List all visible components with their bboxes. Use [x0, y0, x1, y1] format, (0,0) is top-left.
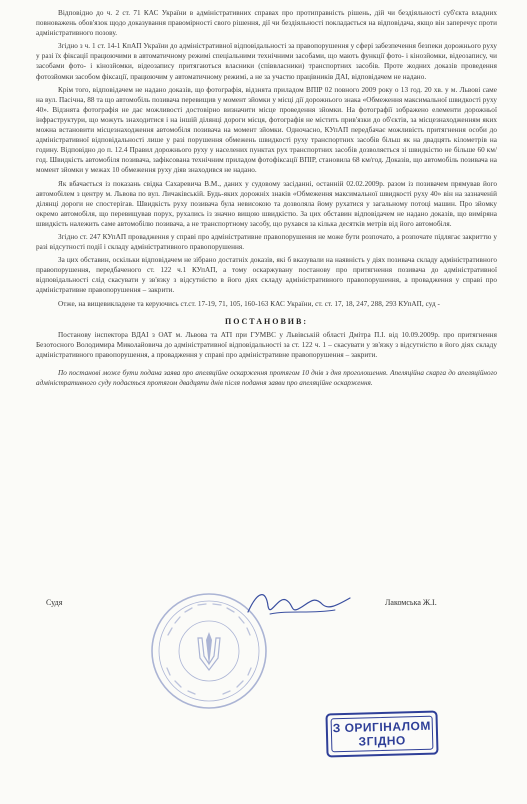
resolution-text: Постанову інспектора ВДАІ з ОАТ м. Львова та АТІ при ГУМВС у Львівській області Дмітра П.І. від 10.09.2009р. про притягнення Безотосного Володимира Миколайовича до адміністративної відповідальності за ст. 122 ч. 1 – скасувати у зв'язку з відсутністю в його діях складу адміністративного правопорушення, а провадження у справі про адміністративне правопорушення – закрити.	[36, 330, 497, 359]
certified-copy-stamp	[325, 711, 438, 758]
paragraph-photo-evidence: Крім того, відповідачем не надано доказів, що фотографія, відзнята приладом ВПІР 02 повного 2009 року о 13 год. 20 хв. у м. Львові саме на вул. Пасічна, 88 та що автомобіль позивача перевищив у момент зйомки у місці дії дорожнього знака «Обмеження максимальної швидкості руху 40». Відзнята фотографія не дає можливості достовірно визначити місце проведення зйомки. На фотографії зображено елементи дорожньої інфраструктури, що можуть знаходитися і на іншій ділянці дороги місця, фотографія не містить прив'язки до об'єктів, за місцезнаходженням яких можна встановити місцезнаходження автомобіля позивача на момент зйомки. Одночасно, КУпАП передбачає можливість притягнення особи до адміністративної відповідальності лише у разі порушення обмежень швидкості руху транспортних засобів більш як на двадцять кілометрів на годину. Відповідно до п. 12.4 Правил дорожнього руху у населених пунктах рух транспортних засобів дозволяється зі швидкістю не більше 60 км/год. Швидкість автомобіля позивача, зафіксована технічним приладом фотофіксації ВПІР, становила 68 км/год. Доказів, що автомобіль позивача на момент зйомки у межах 10 обмеження руху діяв знаходився не надано.	[36, 85, 497, 175]
appeal-note: По постанові може бути подана заява про апеляційне оскарження протягом 10 днів з дня проголошення. Апеляційна скарга до апеляційного адміністративного суду подається протягом двадцяти днів після подання заяви про апеляційне оскарження.	[36, 368, 497, 387]
stamp-line-1: З ОРИГІНАЛОМ	[332, 718, 432, 736]
paragraph-article-14-1: Згідно з ч. 1 ст. 14-1 КпАП України до адміністративної відповідальності за правопорушення у сфері забезпечення безпеки дорожнього руху у разі їх фіксації працюючими в автоматичному режимі спеціальними технічними засобами, що мають функції фото- і кінозйомки, відеозапису, чи засобами фото- і кінозйомки, відеозапису притягаються власники (співвласники) транспортних засобів. Проте жодних доказів проведення фотозйомки засобом фіксації, працюючим у автоматичному режимі, а не за участю працівників ДАІ, відповідачем не надано.	[36, 42, 497, 81]
paragraph-witness-testimony: Як вбачається із показань свідка Сахаревича В.М., даних у судовому засіданні, останній 02.02.2009р. разом із позивачем прямував його автомобілем з центру м. Львова по вул. Личаківській. Будь-яких дорожніх знаків «Обмеження максимальної швидкості руху 40» він на зазначеній ділянці дороги не спостерігав. Швидкість руху позивача була невисокою та дозволяла йому рухатися у загальному потоці машин. Про зйомку окремо автомобіля, що перевищував порух, рухались із значно вищою швидкістю. За цих обставин відповідачем не надано доказів, що виміряна швидкість належить саме автомобілю позивача, а не транспортному засобу, що рухався за кілька десятків метрів від його автомобіля.	[36, 179, 497, 228]
signature-row	[36, 598, 497, 612]
paragraph-legal-basis: Отже, на вищевикладене та керуючись ст.ст. 17-19, 71, 105, 160-163 КАС України, ст. ст. 17, 18, 247, 288, 293 КУпАП, суд -	[58, 299, 440, 308]
stamp-line-2: ЗГІДНО	[358, 733, 406, 749]
judge-name: Лакомська Ж.І.	[385, 598, 437, 607]
paragraph-conclusion: За цих обставин, оскільки відповідачем не зібрано достатніх доказів, які б вказували на наявність у діях позивача складу адміністративного правопорушення, передбаченого ст. 122 ч.1 КУпАП, а тому оскаржувану постанову про притягнення позивача до адміністративної відповідальності слід скасувати у зв'язку з відсутністю в його діях складу адміністративного правопорушення, а провадження у справі про адміністративне правопорушення – закрити.	[36, 256, 497, 295]
resolution-heading: ПОСТАНОВИВ:	[224, 316, 309, 326]
judge-label: Судя	[46, 598, 63, 607]
paragraph-burden-of-proof: Відповідно до ч. 2 ст. 71 КАС України в адміністративних справах про протиправність рішень, дій чи бездіяльності суб'єкта владних повноважень обов'язок щодо доказування правомірності свого рішення, дії чи бездіяльності покладається на відповідача, якщо він заперечує проти адміністративного позову.	[36, 9, 497, 38]
paragraph-article-247: Згідно ст. 247 КУпАП провадження у справі про адміністративне правопорушення не може бути розпочато, а розпочате підлягає закриттю у разі відсутності події і складу адміністративного правопорушення.	[36, 232, 497, 252]
